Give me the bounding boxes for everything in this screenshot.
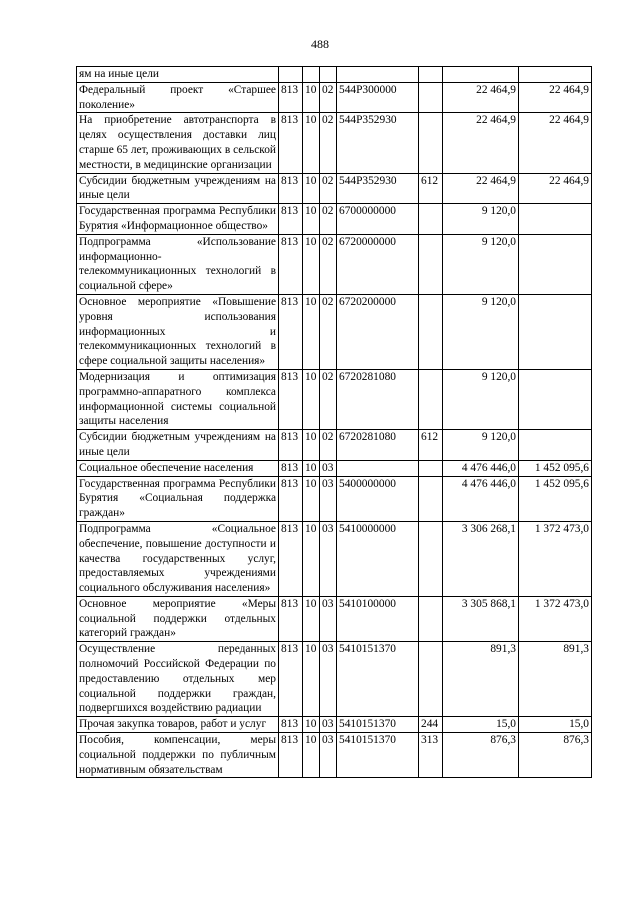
subsection-code-cell: 02: [320, 294, 337, 369]
sum-first-year-cell: [443, 67, 519, 83]
budget-table: [76, 66, 592, 778]
subsection-code-cell: 03: [320, 717, 337, 733]
table-row: [77, 430, 592, 461]
expense-name-cell: Осуществление переданных полномочий Российской Федерации по предоставлению отдельных мер социальной поддержки граждан, подвергшихся воздействию радиации: [77, 642, 279, 717]
subsection-code-cell: 03: [320, 596, 337, 641]
target-article-cell: 544P300000: [337, 82, 419, 113]
expense-type-cell: [419, 204, 443, 235]
subsection-code-cell: 02: [320, 234, 337, 294]
sum-second-year-cell: 15,0: [519, 717, 592, 733]
target-article-cell: 5410151370: [337, 717, 419, 733]
section-code-cell: 10: [303, 369, 320, 429]
sum-first-year-cell: 3 306 268,1: [443, 521, 519, 596]
section-code-cell: 10: [303, 113, 320, 173]
expense-type-cell: [419, 521, 443, 596]
sum-first-year-cell: 4 476 446,0: [443, 476, 519, 521]
sum-first-year-cell: 4 476 446,0: [443, 460, 519, 476]
expense-type-cell: 612: [419, 430, 443, 461]
subsection-code-cell: 02: [320, 113, 337, 173]
section-code-cell: 10: [303, 596, 320, 641]
ministry-code-cell: 813: [279, 173, 303, 204]
sum-second-year-cell: 22 464,9: [519, 82, 592, 113]
expense-type-cell: [419, 476, 443, 521]
sum-first-year-cell: 22 464,9: [443, 82, 519, 113]
sum-second-year-cell: 1 372 473,0: [519, 596, 592, 641]
table-row: [77, 476, 592, 521]
expense-name-cell: Пособия, компенсации, меры социальной поддержки по публичным нормативным обязательствам: [77, 733, 279, 778]
target-article-cell: 5410000000: [337, 521, 419, 596]
expense-name-cell: Государственная программа Республики Бурятия «Социальная поддержка граждан»: [77, 476, 279, 521]
table-row: [77, 173, 592, 204]
subsection-code-cell: 03: [320, 460, 337, 476]
sum-second-year-cell: 22 464,9: [519, 173, 592, 204]
target-article-cell: 6720200000: [337, 294, 419, 369]
ministry-code-cell: 813: [279, 733, 303, 778]
table-row: [77, 67, 592, 83]
target-article-cell: 6720281080: [337, 369, 419, 429]
ministry-code-cell: 813: [279, 521, 303, 596]
sum-second-year-cell: [519, 369, 592, 429]
subsection-code-cell: [320, 67, 337, 83]
expense-type-cell: [419, 294, 443, 369]
section-code-cell: [303, 67, 320, 83]
table-row: [77, 204, 592, 235]
sum-second-year-cell: [519, 234, 592, 294]
sum-first-year-cell: 9 120,0: [443, 430, 519, 461]
expense-name-cell: Федеральный проект «Старшее поколение»: [77, 82, 279, 113]
sum-second-year-cell: 1 452 095,6: [519, 460, 592, 476]
sum-first-year-cell: 3 305 868,1: [443, 596, 519, 641]
ministry-code-cell: 813: [279, 430, 303, 461]
expense-type-cell: 244: [419, 717, 443, 733]
expense-type-cell: [419, 596, 443, 641]
sum-second-year-cell: [519, 204, 592, 235]
expense-name-cell: Субсидии бюджетным учреждениям на иные цели: [77, 173, 279, 204]
target-article-cell: [337, 460, 419, 476]
expense-type-cell: [419, 234, 443, 294]
section-code-cell: 10: [303, 733, 320, 778]
expense-name-cell: Субсидии бюджетным учреждениям на иные цели: [77, 430, 279, 461]
expense-name-cell: Социальное обеспечение населения: [77, 460, 279, 476]
ministry-code-cell: 813: [279, 476, 303, 521]
target-article-cell: 544P352930: [337, 173, 419, 204]
table-row: [77, 82, 592, 113]
budget-table-body: [77, 67, 592, 778]
sum-first-year-cell: 876,3: [443, 733, 519, 778]
section-code-cell: 10: [303, 430, 320, 461]
section-code-cell: 10: [303, 204, 320, 235]
sum-second-year-cell: [519, 294, 592, 369]
expense-name-cell: Модернизация и оптимизация программно-аппаратного комплекса информационной системы социальной защиты населения: [77, 369, 279, 429]
expense-name-cell: Подпрограмма «Социальное обеспечение, повышение доступности и качества государственных услуг, предоставляемых учреждениями социального обслуживания населения»: [77, 521, 279, 596]
sum-second-year-cell: [519, 430, 592, 461]
sum-first-year-cell: 9 120,0: [443, 369, 519, 429]
target-article-cell: [337, 67, 419, 83]
sum-first-year-cell: 22 464,9: [443, 113, 519, 173]
table-row: [77, 369, 592, 429]
ministry-code-cell: 813: [279, 460, 303, 476]
subsection-code-cell: 03: [320, 521, 337, 596]
section-code-cell: 10: [303, 476, 320, 521]
expense-name-cell: На приобретение автотранспорта в целях осуществления доставки лиц старше 65 лет, проживающих в сельской местности, в медицинские организации: [77, 113, 279, 173]
table-row: [77, 234, 592, 294]
subsection-code-cell: 02: [320, 430, 337, 461]
sum-first-year-cell: 15,0: [443, 717, 519, 733]
sum-second-year-cell: 876,3: [519, 733, 592, 778]
sum-first-year-cell: 22 464,9: [443, 173, 519, 204]
expense-type-cell: [419, 67, 443, 83]
target-article-cell: 6720000000: [337, 234, 419, 294]
subsection-code-cell: 02: [320, 173, 337, 204]
expense-name-cell: ям на иные цели: [77, 67, 279, 83]
subsection-code-cell: 02: [320, 204, 337, 235]
ministry-code-cell: [279, 67, 303, 83]
table-row: [77, 460, 592, 476]
table-row: [77, 642, 592, 717]
table-row: [77, 521, 592, 596]
target-article-cell: 544P352930: [337, 113, 419, 173]
expense-type-cell: [419, 113, 443, 173]
expense-type-cell: [419, 82, 443, 113]
sum-second-year-cell: 891,3: [519, 642, 592, 717]
section-code-cell: 10: [303, 234, 320, 294]
target-article-cell: 6720281080: [337, 430, 419, 461]
ministry-code-cell: 813: [279, 113, 303, 173]
table-row: [77, 717, 592, 733]
target-article-cell: 5410100000: [337, 596, 419, 641]
section-code-cell: 10: [303, 460, 320, 476]
subsection-code-cell: 02: [320, 369, 337, 429]
section-code-cell: 10: [303, 642, 320, 717]
subsection-code-cell: 03: [320, 733, 337, 778]
expense-name-cell: Основное мероприятие «Повышение уровня использования информационных и телекоммуникационных технологий в сфере социальной защиты населения»: [77, 294, 279, 369]
sum-second-year-cell: 1 452 095,6: [519, 476, 592, 521]
table-row: [77, 596, 592, 641]
ministry-code-cell: 813: [279, 234, 303, 294]
expense-name-cell: Подпрограмма «Использование информационно-телекоммуникационных технологий в социальной сфере»: [77, 234, 279, 294]
expense-type-cell: [419, 460, 443, 476]
subsection-code-cell: 03: [320, 476, 337, 521]
subsection-code-cell: 02: [320, 82, 337, 113]
expense-type-cell: 313: [419, 733, 443, 778]
target-article-cell: 6700000000: [337, 204, 419, 235]
sum-first-year-cell: 891,3: [443, 642, 519, 717]
expense-type-cell: 612: [419, 173, 443, 204]
expense-type-cell: [419, 369, 443, 429]
expense-type-cell: [419, 642, 443, 717]
section-code-cell: 10: [303, 717, 320, 733]
sum-second-year-cell: 22 464,9: [519, 113, 592, 173]
target-article-cell: 5410151370: [337, 642, 419, 717]
section-code-cell: 10: [303, 82, 320, 113]
table-row: [77, 113, 592, 173]
table-row: [77, 733, 592, 778]
sum-first-year-cell: 9 120,0: [443, 294, 519, 369]
sum-second-year-cell: 1 372 473,0: [519, 521, 592, 596]
section-code-cell: 10: [303, 294, 320, 369]
section-code-cell: 10: [303, 173, 320, 204]
expense-name-cell: Основное мероприятие «Меры социальной поддержки отдельных категорий граждан»: [77, 596, 279, 641]
ministry-code-cell: 813: [279, 204, 303, 235]
subsection-code-cell: 03: [320, 642, 337, 717]
expense-name-cell: Государственная программа Республики Бурятия «Информационное общество»: [77, 204, 279, 235]
ministry-code-cell: 813: [279, 642, 303, 717]
ministry-code-cell: 813: [279, 596, 303, 641]
target-article-cell: 5400000000: [337, 476, 419, 521]
ministry-code-cell: 813: [279, 717, 303, 733]
table-row: [77, 294, 592, 369]
sum-second-year-cell: [519, 67, 592, 83]
ministry-code-cell: 813: [279, 369, 303, 429]
ministry-code-cell: 813: [279, 82, 303, 113]
expense-name-cell: Прочая закупка товаров, работ и услуг: [77, 717, 279, 733]
section-code-cell: 10: [303, 521, 320, 596]
target-article-cell: 5410151370: [337, 733, 419, 778]
ministry-code-cell: 813: [279, 294, 303, 369]
sum-first-year-cell: 9 120,0: [443, 204, 519, 235]
page-number: 488: [311, 37, 329, 51]
sum-first-year-cell: 9 120,0: [443, 234, 519, 294]
